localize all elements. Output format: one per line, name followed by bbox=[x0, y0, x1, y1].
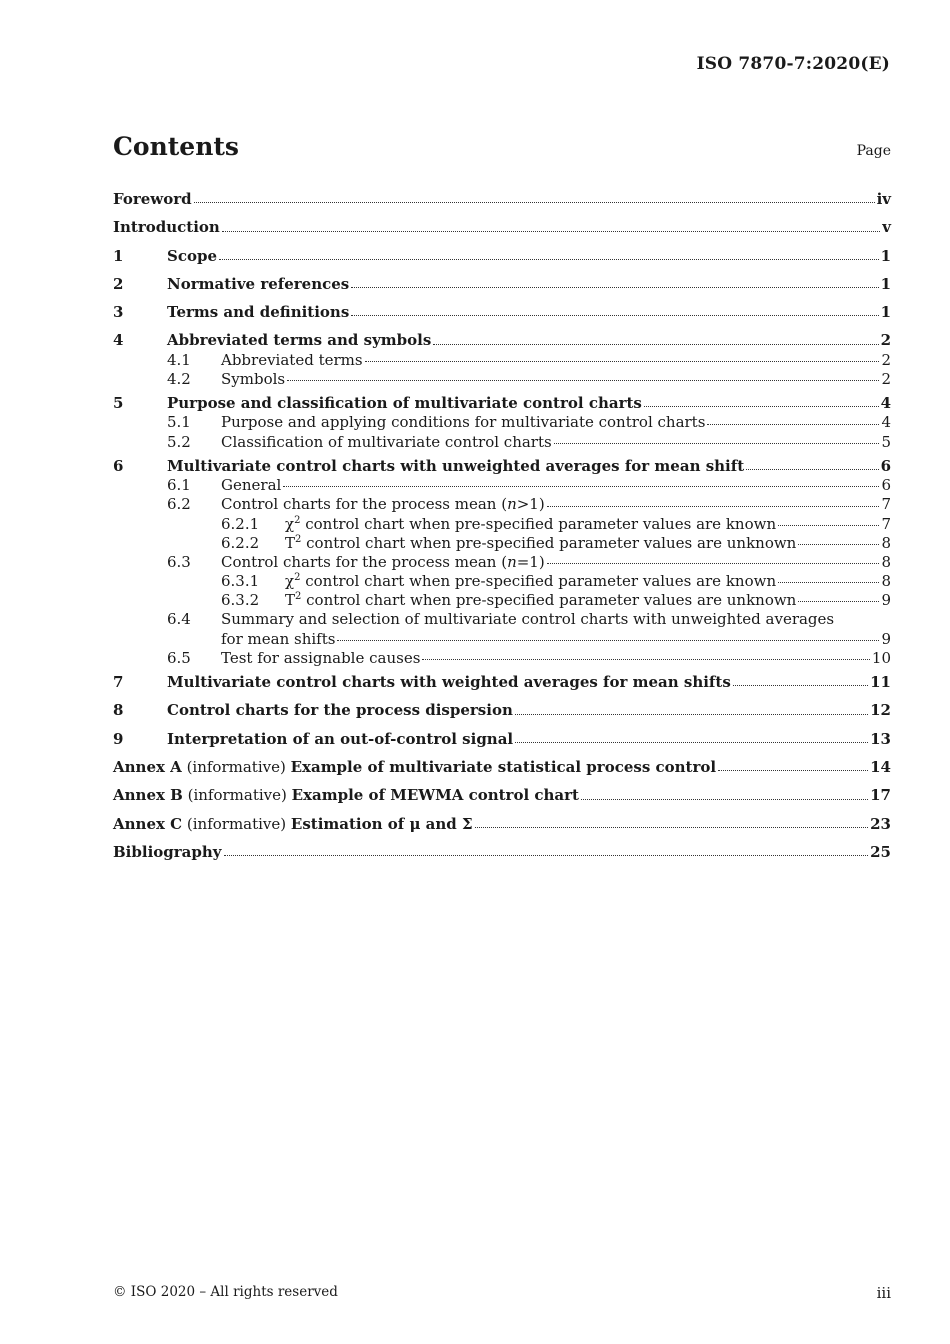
section-number: 7 bbox=[113, 673, 124, 692]
entry-title: Bibliography bbox=[113, 842, 222, 861]
variable: n bbox=[507, 495, 517, 514]
toc-entry[interactable] bbox=[113, 515, 891, 534]
page-ref: 7 bbox=[881, 495, 891, 514]
entry-title: Symbols bbox=[221, 369, 286, 388]
toc-entry[interactable] bbox=[113, 433, 891, 452]
dot-leader bbox=[581, 798, 868, 800]
toc-entry[interactable] bbox=[113, 696, 891, 724]
contents-header bbox=[113, 132, 891, 161]
entry-title bbox=[113, 810, 473, 838]
dot-leader bbox=[733, 684, 868, 686]
section-number: 5.2 bbox=[167, 432, 191, 451]
dot-leader bbox=[798, 600, 879, 602]
toc-entry[interactable] bbox=[113, 553, 891, 572]
dot-leader bbox=[644, 405, 879, 407]
section-number: 6.3 bbox=[167, 552, 191, 571]
title-text: Control charts for the process mean ( bbox=[221, 552, 508, 571]
annex-title: Example of MEWMA control chart bbox=[291, 786, 579, 805]
entry-title bbox=[221, 553, 545, 572]
page-number: iii bbox=[876, 1284, 891, 1302]
section-number: 9 bbox=[113, 729, 124, 748]
section-number: 6.1 bbox=[167, 476, 191, 495]
entry-title: Introduction bbox=[113, 218, 220, 237]
page-ref: 1 bbox=[880, 303, 891, 322]
title-text: Control charts for the process mean ( bbox=[221, 495, 508, 514]
dot-leader bbox=[287, 379, 879, 381]
entry-title bbox=[113, 781, 579, 809]
entry-title: Multivariate control charts with unweighted averages for mean shift bbox=[167, 456, 745, 475]
toc-entry[interactable] bbox=[113, 270, 891, 298]
section-number: 6.2.1 bbox=[221, 514, 260, 533]
section-number: 6.4 bbox=[167, 610, 191, 629]
entry-title: Normative references bbox=[167, 274, 350, 293]
page-ref: 4 bbox=[880, 394, 891, 413]
section-number: 6.3.2 bbox=[221, 591, 260, 610]
page-ref: 25 bbox=[870, 842, 891, 861]
dot-leader bbox=[224, 854, 869, 856]
entry-title bbox=[221, 495, 545, 514]
entry-title-continued: for mean shifts bbox=[221, 629, 336, 648]
page-ref: 5 bbox=[881, 432, 891, 451]
annex-title: Example of multivariate statistical process control bbox=[290, 757, 717, 776]
title-text: >1) bbox=[516, 495, 545, 514]
dot-leader bbox=[337, 639, 879, 641]
toc-entry[interactable] bbox=[113, 838, 891, 866]
page-footer bbox=[113, 1284, 891, 1302]
symbol: T bbox=[285, 533, 296, 552]
copyright-notice: © ISO 2020 – All rights reserved bbox=[113, 1284, 338, 1300]
dot-leader bbox=[365, 360, 880, 362]
page-ref: 9 bbox=[881, 591, 891, 610]
annex-note: (informative) bbox=[182, 814, 291, 833]
page-ref: 14 bbox=[870, 757, 891, 776]
section-number: 2 bbox=[113, 274, 124, 293]
dot-leader bbox=[219, 258, 879, 260]
section-number: 4.2 bbox=[167, 369, 191, 388]
section-number: 6.5 bbox=[167, 648, 191, 667]
page-ref: 11 bbox=[870, 673, 891, 692]
toc-entry[interactable] bbox=[113, 572, 891, 591]
section-number: 4 bbox=[113, 331, 124, 350]
annex-label: Annex B bbox=[113, 786, 183, 805]
toc-entry[interactable] bbox=[113, 413, 891, 432]
page-ref: 13 bbox=[870, 729, 891, 748]
page-ref: 17 bbox=[870, 786, 891, 805]
toc-entry[interactable] bbox=[113, 351, 891, 370]
entry-title: Scope bbox=[167, 246, 218, 265]
page-ref: iv bbox=[876, 190, 891, 208]
dot-leader bbox=[283, 485, 879, 487]
dot-leader bbox=[433, 343, 878, 345]
dot-leader bbox=[778, 524, 879, 526]
dot-leader bbox=[746, 468, 878, 470]
title-text: =1) bbox=[516, 552, 545, 571]
dot-leader bbox=[351, 314, 878, 316]
section-number: 3 bbox=[113, 303, 124, 322]
entry-title bbox=[285, 572, 776, 591]
page-ref: 8 bbox=[881, 533, 891, 552]
page-ref: 6 bbox=[881, 476, 891, 495]
toc-entry[interactable] bbox=[113, 649, 891, 668]
superscript: 2 bbox=[294, 514, 301, 526]
entry-title: Purpose and classification of multivariate control charts bbox=[167, 394, 642, 413]
title-text: control chart when pre-specified parameter values are known bbox=[300, 514, 777, 533]
table-of-contents bbox=[113, 185, 891, 866]
entry-title: Interpretation of an out-of-control signal bbox=[167, 729, 514, 748]
annex-label: Annex A bbox=[113, 757, 182, 776]
dot-leader bbox=[222, 230, 880, 232]
toc-entry[interactable] bbox=[113, 242, 891, 270]
entry-title: Control charts for the process dispersion bbox=[167, 701, 513, 720]
page-ref: 12 bbox=[870, 701, 891, 720]
page-ref: 23 bbox=[870, 814, 891, 833]
entry-title: Multivariate control charts with weighted averages for mean shifts bbox=[167, 673, 731, 692]
section-number: 8 bbox=[113, 701, 124, 720]
title-text: control chart when pre-specified parameter values are unknown bbox=[301, 591, 797, 610]
section-number: 5.1 bbox=[167, 413, 191, 432]
annex-title: Estimation of μ and Σ bbox=[290, 814, 473, 833]
entry-title: Classification of multivariate control charts bbox=[221, 432, 552, 451]
entry-title: Abbreviated terms bbox=[221, 350, 363, 369]
toc-entry[interactable] bbox=[113, 725, 891, 753]
title-text: control chart when pre-specified parameter values are known bbox=[300, 572, 777, 591]
annex-label: Annex C bbox=[113, 814, 183, 833]
toc-entry[interactable] bbox=[113, 668, 891, 696]
dot-leader bbox=[194, 201, 875, 203]
toc-entry[interactable] bbox=[113, 495, 891, 514]
toc-entry[interactable] bbox=[113, 370, 891, 389]
toc-entry[interactable] bbox=[113, 298, 891, 326]
entry-title bbox=[285, 515, 776, 534]
annex-note: (informative) bbox=[182, 786, 292, 805]
page-ref: 10 bbox=[871, 648, 891, 667]
page-ref: 6 bbox=[880, 456, 891, 475]
toc-entry[interactable] bbox=[113, 213, 891, 241]
section-number: 5 bbox=[113, 394, 124, 413]
section-number: 1 bbox=[113, 246, 124, 265]
section-number: 6.2.2 bbox=[221, 533, 260, 552]
page-ref: 1 bbox=[880, 246, 891, 265]
page-ref: 8 bbox=[881, 572, 891, 591]
symbol: T bbox=[285, 591, 296, 610]
section-number: 4.1 bbox=[167, 350, 191, 369]
entry-title: Foreword bbox=[113, 190, 192, 208]
dot-leader bbox=[707, 423, 879, 425]
dot-leader bbox=[718, 769, 868, 771]
page-ref: 7 bbox=[881, 514, 891, 533]
toc-entry-continuation bbox=[113, 630, 891, 649]
dot-leader bbox=[778, 581, 879, 583]
entry-title: Purpose and applying conditions for multivariate control charts bbox=[221, 413, 706, 432]
toc-entry[interactable] bbox=[113, 591, 891, 610]
dot-leader bbox=[515, 741, 868, 743]
toc-entry[interactable] bbox=[113, 534, 891, 553]
entry-title bbox=[285, 534, 796, 553]
toc-entry[interactable] bbox=[113, 610, 891, 629]
dot-leader bbox=[547, 562, 880, 564]
page-ref: 8 bbox=[881, 552, 891, 571]
dot-leader bbox=[422, 658, 870, 660]
toc-entry[interactable] bbox=[113, 781, 891, 809]
dot-leader bbox=[554, 442, 880, 444]
superscript: 2 bbox=[294, 572, 301, 584]
contents-title: Contents bbox=[113, 132, 240, 161]
entry-title: Test for assignable causes bbox=[221, 648, 421, 667]
dot-leader bbox=[515, 713, 868, 715]
title-text: control chart when pre-specified parameter values are unknown bbox=[301, 533, 797, 552]
page-column-label: Page bbox=[856, 143, 891, 159]
section-number: 6 bbox=[113, 456, 124, 475]
dot-leader bbox=[475, 826, 869, 828]
document-id: ISO 7870-7:2020(E) bbox=[696, 54, 890, 74]
entry-title: General bbox=[221, 476, 282, 495]
symbol: χ bbox=[285, 572, 295, 591]
toc-entry[interactable] bbox=[113, 753, 891, 781]
page-ref: 4 bbox=[881, 413, 891, 432]
entry-title: Terms and definitions bbox=[167, 303, 350, 322]
superscript: 2 bbox=[295, 533, 302, 545]
page-ref: 9 bbox=[881, 629, 891, 648]
entry-title bbox=[113, 753, 716, 781]
superscript: 2 bbox=[295, 591, 302, 603]
toc-entry[interactable] bbox=[113, 185, 891, 213]
dot-leader bbox=[798, 543, 879, 545]
variable: n bbox=[507, 552, 517, 571]
section-number: 6.3.1 bbox=[221, 572, 260, 591]
entry-title: Summary and selection of multivariate control charts with unweighted averages bbox=[221, 610, 835, 629]
section-number: 6.2 bbox=[167, 495, 191, 514]
dot-leader bbox=[547, 505, 880, 507]
entry-title: Abbreviated terms and symbols bbox=[167, 331, 432, 350]
toc-entry[interactable] bbox=[113, 476, 891, 495]
dot-leader bbox=[351, 286, 878, 288]
page-ref: v bbox=[882, 218, 891, 237]
toc-entry[interactable] bbox=[113, 810, 891, 838]
annex-note: (informative) bbox=[181, 757, 291, 776]
symbol: χ bbox=[285, 514, 295, 533]
page-ref: 1 bbox=[880, 274, 891, 293]
entry-title bbox=[285, 591, 796, 610]
page-ref: 2 bbox=[881, 369, 891, 388]
page-ref: 2 bbox=[881, 350, 891, 369]
page-ref: 2 bbox=[880, 331, 891, 350]
